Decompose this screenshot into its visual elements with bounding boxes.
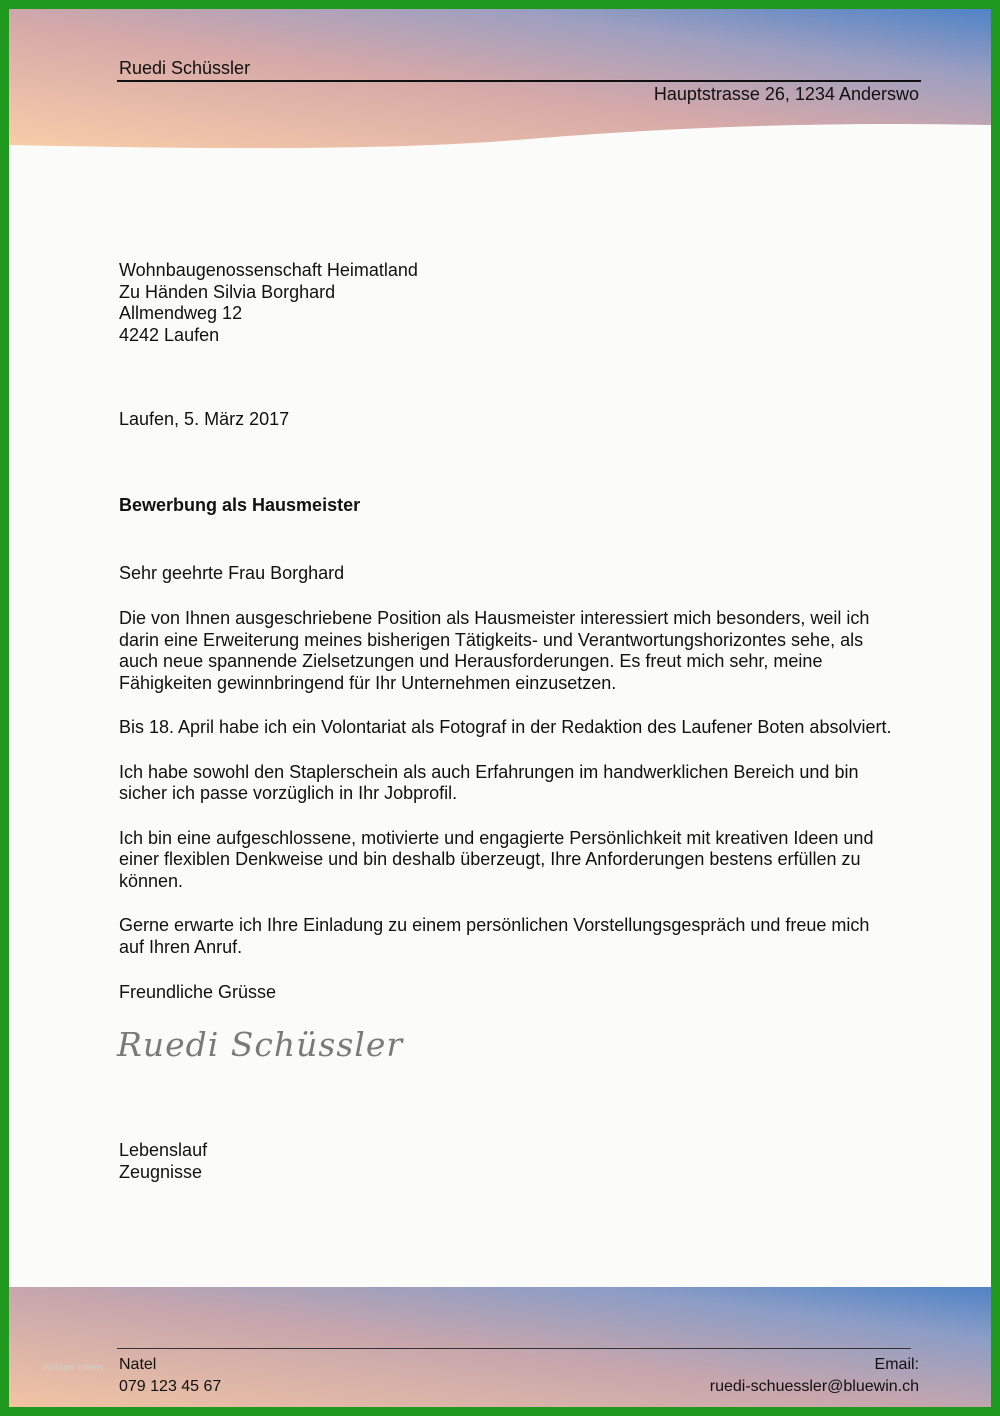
recipient-line: Allmendweg 12 xyxy=(119,303,243,323)
body-paragraph: Ich habe sowohl den Staplerschein als auch Erfahrungen im handwerklichen Bereich und bin sicher ich passe vorzüglich in Ihr Jobprofil. xyxy=(119,761,859,803)
handwritten-signature: Ruedi Schüssler xyxy=(117,1025,404,1064)
email-label: Email: xyxy=(874,1356,919,1373)
body-paragraph: Gerne erwarte ich Ihre Einladung zu einem persönlichen Vorstellungsgespräch und freue mich auf Ihren Anruf. xyxy=(119,915,870,957)
header-divider xyxy=(117,80,921,82)
phone-label: Natel xyxy=(119,1356,157,1373)
enclosure-item: Zeugnisse xyxy=(119,1161,203,1182)
sender-address: Hauptstrasse 26, 1234 Anderswo xyxy=(653,84,919,104)
footer-email xyxy=(710,1354,919,1398)
recipient-line: Wohnbaugenossenschaft Heimatland xyxy=(119,260,418,280)
sender-name: Ruedi Schüssler xyxy=(119,58,251,78)
enclosures xyxy=(119,1140,207,1183)
footer-divider xyxy=(117,1348,911,1349)
email-value: ruedi-schuessler@bluewin.ch xyxy=(709,1378,919,1395)
recipient-line: Zu Händen Silvia Borghard xyxy=(119,281,336,302)
closing: Freundliche Grüsse xyxy=(119,982,277,1002)
letter-subject: Bewerbung als Hausmeister xyxy=(119,495,361,515)
recipient-line: 4242 Laufen xyxy=(119,324,220,345)
letter-date: Laufen, 5. März 2017 xyxy=(119,409,290,429)
body-paragraph: Die von Ihnen ausgeschriebene Position als Hausmeister interessiert mich besonders, weil ich darin eine Erweiterung meines bisherigen Tätigkeits- und Verantwortungshorizontes sehe, als auch neue spannende Zielsetzungen und Herausforderungen. Es freut mich sehr, meine Fähigkeiten gewinnbringend für Ihr Unternehmen einzusetzen. xyxy=(119,608,870,693)
footer-phone xyxy=(119,1354,221,1398)
recipient-address xyxy=(119,260,418,346)
letter-body xyxy=(119,608,929,981)
phone-value: 079 123 45 67 xyxy=(119,1378,222,1395)
salutation: Sehr geehrte Frau Borghard xyxy=(119,563,345,583)
enclosure-item: Lebenslauf xyxy=(119,1140,208,1160)
watermark: Vorlage Ideen xyxy=(41,1363,103,1373)
body-paragraph: Ich bin eine aufgeschlossene, motivierte und engagierte Persönlichkeit mit kreativen Ideen und einer flexiblen Denkweise und bin deshalb überzeugt, Ihre Anforderungen bestens erfüllen zu können. xyxy=(119,827,874,891)
body-paragraph: Bis 18. April habe ich ein Volontariat als Fotograf in der Redaktion des Laufener Boten absolviert. xyxy=(119,717,892,737)
